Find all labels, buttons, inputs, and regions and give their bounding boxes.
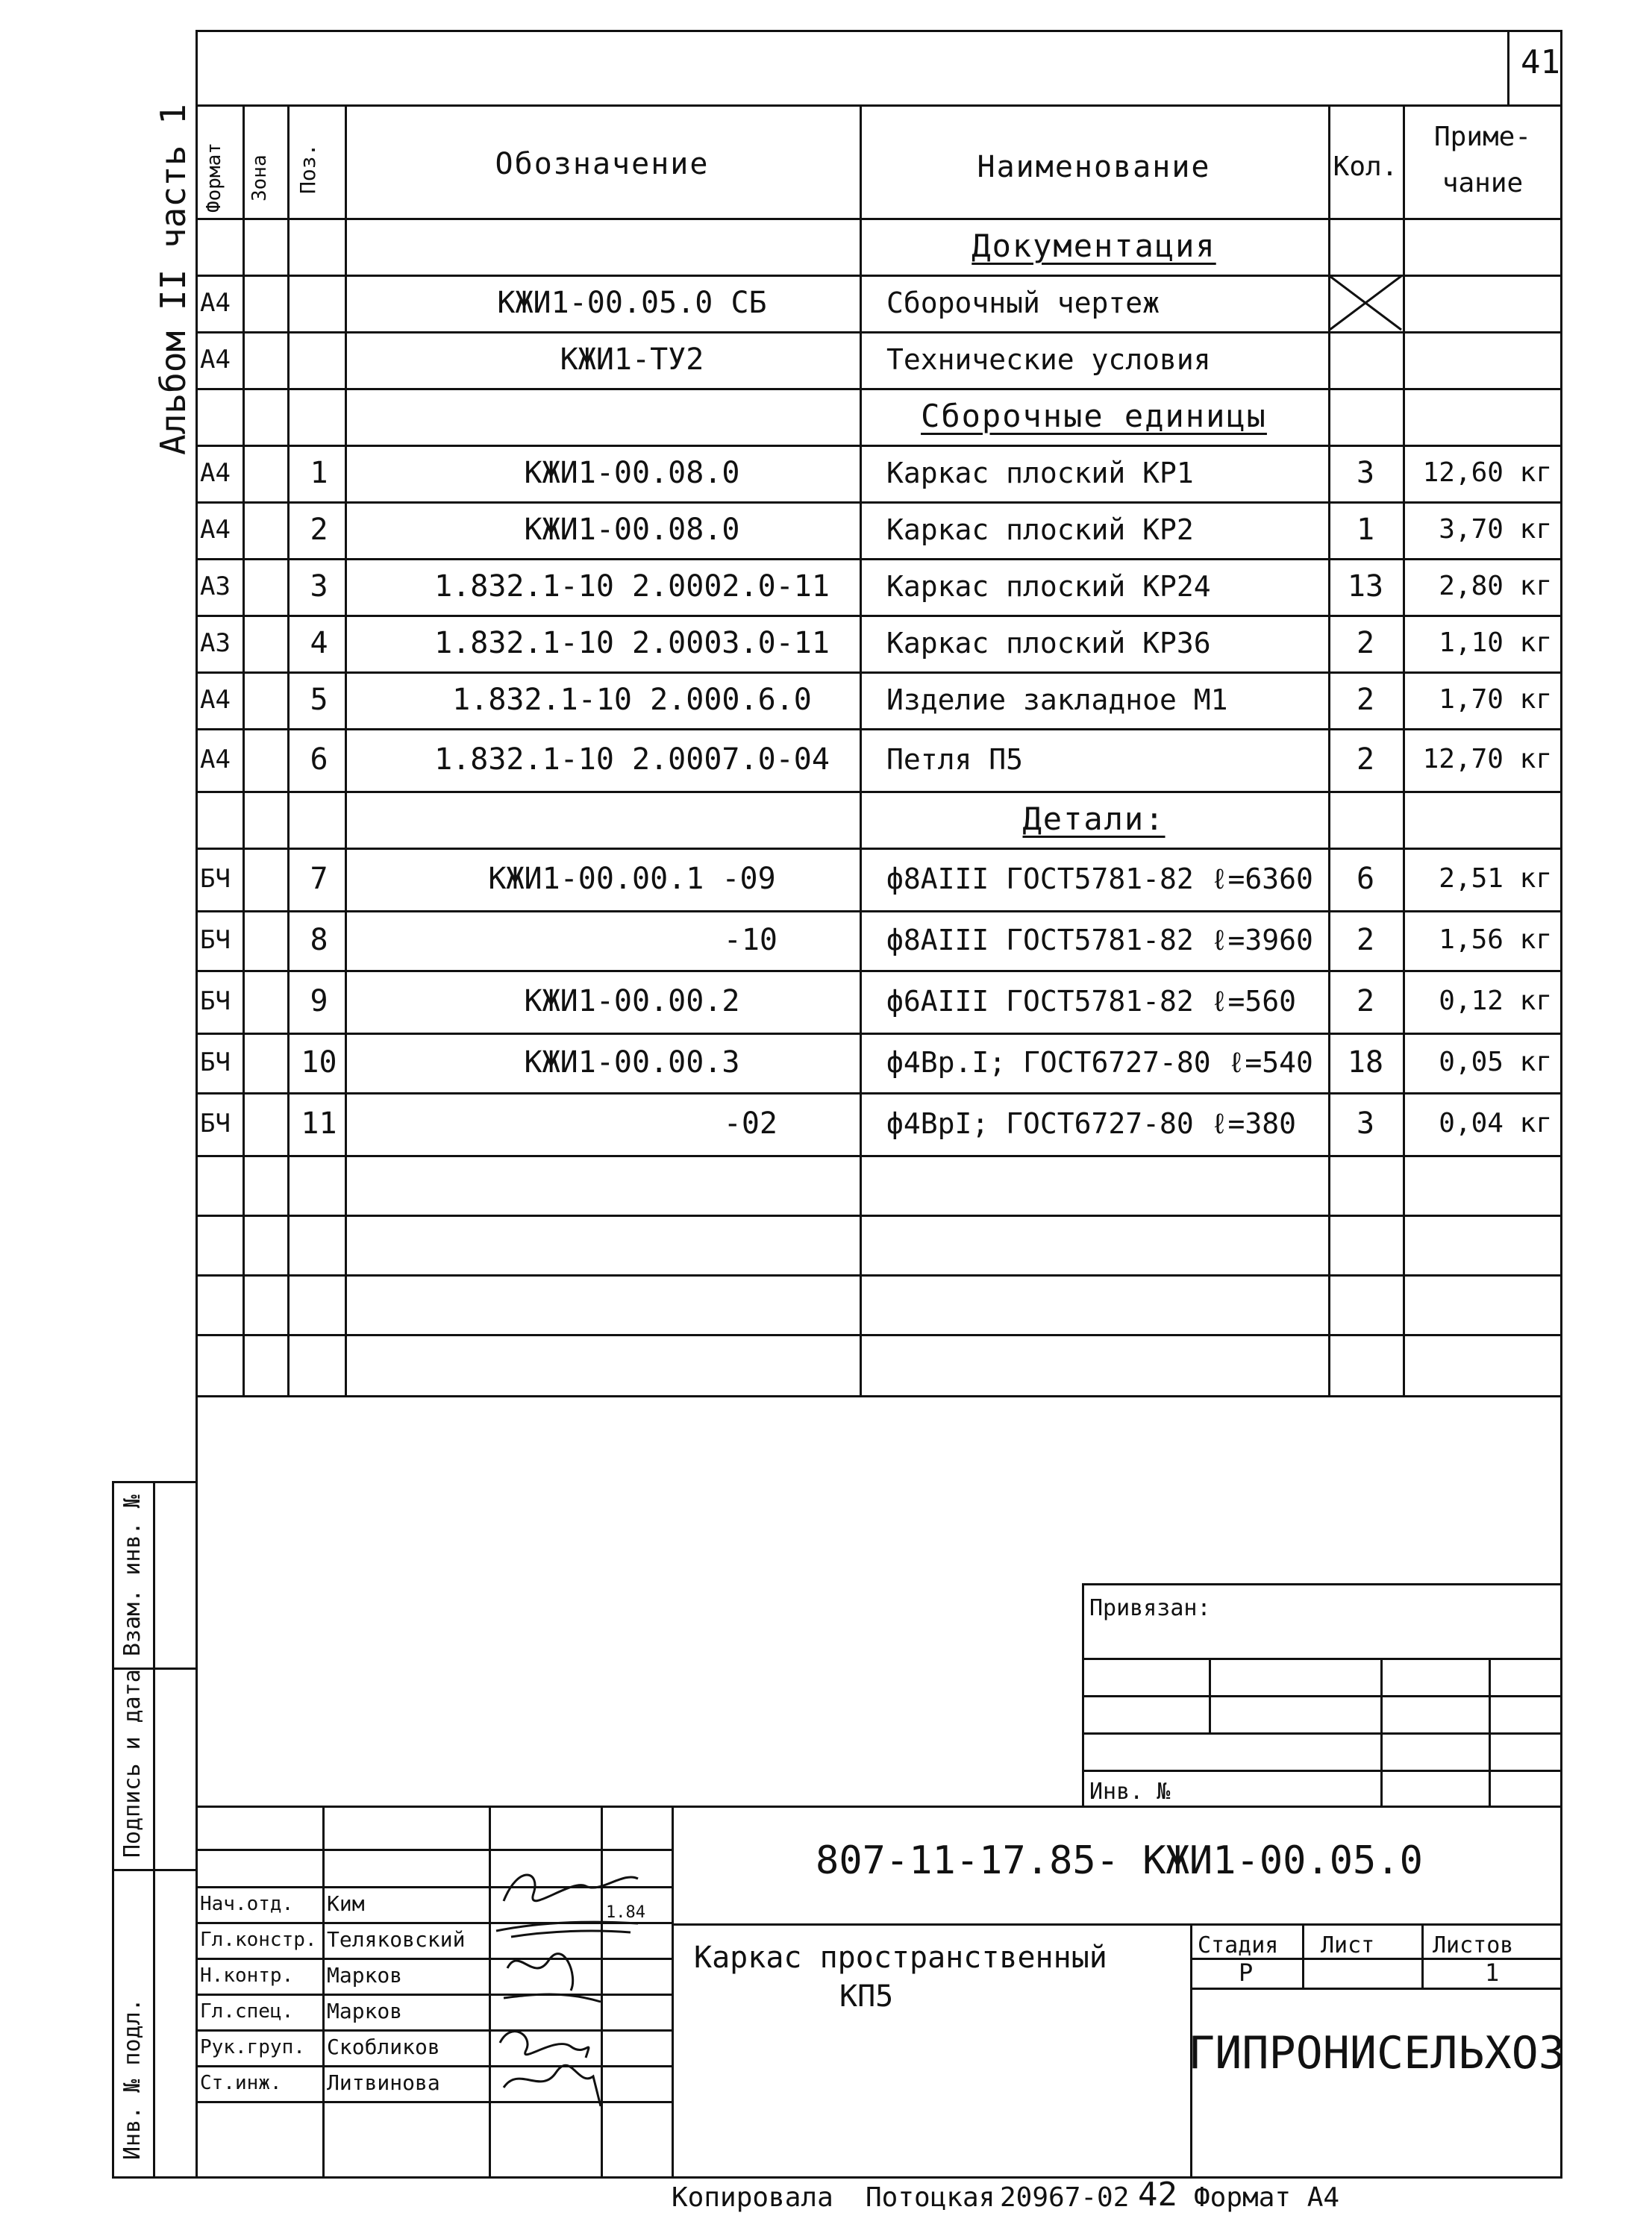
sheet-number: 41 [1521,43,1560,81]
row-line [195,728,1562,730]
column-line [243,104,245,1395]
staff-role: Гл.спец. [200,2000,294,2023]
row-line [195,1033,1562,1035]
cell-name: Каркас плоский КР36 [886,627,1211,660]
cell-pos: 8 [310,923,328,957]
cell-format: А4 [200,745,231,774]
stage-value: Р [1239,1958,1254,1987]
cell-note: 3,70 кг [1439,514,1552,545]
cell-format: А4 [200,515,231,545]
row-line [195,910,1562,912]
cell-pos: 1 [310,456,328,490]
column-line [1403,104,1405,1395]
staff-role: Н.контр. [200,1964,294,1987]
cell-designation: 1.832.1-10 2.0002.0-11 [434,569,830,604]
date-note: 1.84 [606,1903,645,1922]
title-line-2: КП5 [839,1979,894,2014]
cell-pos: 9 [310,984,328,1018]
cell-name: Каркас плоский КР2 [886,513,1194,546]
sheet-label: Лист [1321,1932,1375,1958]
cell-note: 0,04 кг [1439,1108,1552,1139]
cell-designation: -10 [723,923,777,957]
cell-name: Каркас плоский КР24 [886,570,1211,603]
empty-row-line [195,1215,1562,1217]
cell-name: Изделие закладное М1 [886,683,1228,716]
empty-row-line [195,1334,1562,1336]
cell-pos: 6 [310,742,328,777]
column-line [345,104,347,1395]
row-line [195,1092,1562,1095]
cell-designation: 1.832.1-10 2.000.6.0 [452,683,812,717]
staff-role: Рук.груп. [200,2036,305,2058]
cell-designation: КЖИ1-00.00.3 [524,1045,740,1080]
cell-pos: 3 [310,569,328,604]
cell-format: А4 [200,345,231,375]
header-name: Наименование [977,150,1211,184]
cell-format: БЧ [200,986,231,1016]
sheets-label: Листов [1433,1932,1514,1958]
replace-inv-stamp: Взам. инв. № [119,1494,146,1656]
row-line [195,331,1562,333]
row-line [195,970,1562,972]
cell-designation: КЖИ1-00.05.0 СБ [497,286,767,320]
sign-date-stamp: Подпись и дата [119,1669,146,1858]
album-label: Альбом II часть 1 [153,104,193,455]
cell-qty: 13 [1347,569,1384,604]
organization: ГИПРОНИСЕЛЬХОЗ [1188,2027,1565,2079]
cell-qty: 1 [1356,513,1375,547]
side-inner-line [153,1481,155,2179]
cell-format: А3 [200,628,231,658]
cell-qty: 2 [1356,923,1375,957]
sheets-value: 1 [1485,1958,1500,1987]
table-bottom-line [195,1395,1562,1397]
staff-name: Теляковский [327,1927,466,1952]
title-line-1: Каркас пространственный [694,1941,1107,1975]
cell-designation: 1.832.1-10 2.0007.0-04 [434,742,830,777]
inv-orig-stamp: Инв. № подл. [119,1998,146,2160]
staff-name: Ким [327,1891,365,1916]
cell-pos: 10 [301,1045,337,1080]
header-pos: Поз. [295,143,320,194]
cell-pos: 11 [301,1106,337,1141]
cell-pos: 2 [310,513,328,547]
cell-designation: КЖИ1-00.08.0 [524,456,740,490]
cell-format: БЧ [200,864,231,894]
header-zone: Зона [248,154,271,201]
footer-format: Формат А4 [1194,2182,1340,2213]
footer-copied-name: Потоцкая [866,2182,995,2213]
staff-role: Нач.отд. [200,1893,294,1915]
cell-qty: 3 [1356,1106,1375,1141]
row-line [195,615,1562,617]
row-line [195,848,1562,850]
cell-name: Каркас плоский КР1 [886,457,1194,489]
staff-role: Гл.констр. [200,1929,317,1951]
cell-qty: 2 [1356,683,1375,717]
cell-qty: 2 [1356,742,1375,777]
stage-label: Стадия [1198,1932,1279,1958]
footer-order-no: 20967-02 [1000,2182,1130,2213]
header-designation: Обозначение [495,147,710,181]
cell-name: ф8АIII ГОСТ5781-82 ℓ=6360 [886,862,1313,895]
cell-section-name: Документация [972,228,1216,264]
cell-format: БЧ [200,925,231,955]
cell-pos: 4 [310,626,328,660]
cell-note: 0,05 кг [1439,1047,1552,1077]
row-line [195,671,1562,674]
footer-page-no: 42 [1138,2176,1177,2214]
row-line [195,388,1562,390]
row-line [195,558,1562,560]
cell-pos: 5 [310,683,328,717]
staff-role: Ст.инж. [200,2072,282,2094]
cell-note: 2,51 кг [1439,863,1552,894]
cell-name: Петля П5 [886,743,1024,776]
staff-col [322,1806,325,2176]
staff-name: Литвинова [327,2070,440,2095]
priv-col-3 [1489,1658,1491,1807]
cell-name: ф4ВрI; ГОСТ6727-80 ℓ=380 [886,1107,1296,1140]
priv-top [1082,1583,1562,1585]
header-format: Формат [203,143,225,213]
header-note-1: Приме- [1433,122,1532,152]
cell-designation: 1.832.1-10 2.0003.0-11 [434,626,830,660]
header-qty: Кол. [1333,151,1398,182]
row-line [195,791,1562,793]
cell-note: 2,80 кг [1439,571,1552,601]
header-bottom-line [195,218,1562,220]
cell-qty: 18 [1347,1045,1384,1080]
privyazan-label: Привязан: [1089,1595,1211,1621]
cell-format: А4 [200,288,231,318]
staff-name: Марков [327,1999,403,2023]
cell-designation: КЖИ1-00.00.2 [524,984,740,1018]
cell-designation: -02 [723,1106,777,1141]
cell-qty: 3 [1356,456,1375,490]
code-bottom [672,1923,1562,1926]
cell-name: ф6АIII ГОСТ5781-82 ℓ=560 [886,985,1296,1018]
row-line [195,1155,1562,1157]
priv-col-2 [1380,1658,1383,1807]
cell-format: А4 [200,458,231,488]
stage-col-1 [1302,1923,1304,1988]
cell-format: А3 [200,572,231,601]
column-line [860,104,862,1395]
doc-code: 807-11-17.85- КЖИ1-00.05.0 [816,1838,1423,1883]
staff-name: Марков [327,1963,403,1988]
column-line [287,104,290,1395]
cell-note: 1,56 кг [1439,924,1552,955]
footer-copied-label: Копировала [672,2182,833,2213]
cell-qty: 2 [1356,984,1375,1018]
tblock-top [195,1806,1562,1808]
cross-mark-icon [1328,275,1403,331]
cell-section-name: Детали: [1022,801,1166,837]
cell-name: ф8АIII ГОСТ5781-82 ℓ=3960 [886,924,1313,956]
cell-designation: КЖИ1-ТУ2 [560,342,704,377]
row-line [195,501,1562,504]
cell-qty: 6 [1356,862,1375,896]
cell-format: А4 [200,685,231,715]
cell-note: 1,70 кг [1439,684,1552,715]
sheet-number-box-left [1507,30,1509,104]
privyazan-inv-label: Инв. № [1089,1779,1171,1805]
header-note-2: чание [1442,168,1524,198]
stage-col-2 [1421,1923,1424,1988]
cell-note: 0,12 кг [1439,986,1552,1016]
cell-designation: КЖИ1-00.08.0 [524,513,740,547]
staff-col [672,1806,674,2176]
cell-note: 12,70 кг [1422,744,1552,774]
cell-note: 12,60 кг [1422,457,1552,488]
cell-name: Технические условия [886,343,1211,376]
cell-name: ф4Вр.I; ГОСТ6727-80 ℓ=540 [886,1046,1313,1079]
cell-section-name: Сборочные единицы [921,398,1267,434]
cell-qty: 2 [1356,626,1375,660]
priv-col-1 [1209,1658,1211,1732]
staff-name: Скобликов [327,2035,440,2059]
cell-note: 1,10 кг [1439,627,1552,658]
cell-name: Сборочный чертеж [886,286,1160,319]
cell-format: БЧ [200,1109,231,1139]
cell-designation: КЖИ1-00.00.1 -09 [488,862,776,896]
table-top-line [195,104,1562,107]
empty-row-line [195,1274,1562,1277]
cell-pos: 7 [310,862,328,896]
cell-format: БЧ [200,1048,231,1077]
row-line [195,445,1562,447]
side-outer-line [112,1481,114,2179]
